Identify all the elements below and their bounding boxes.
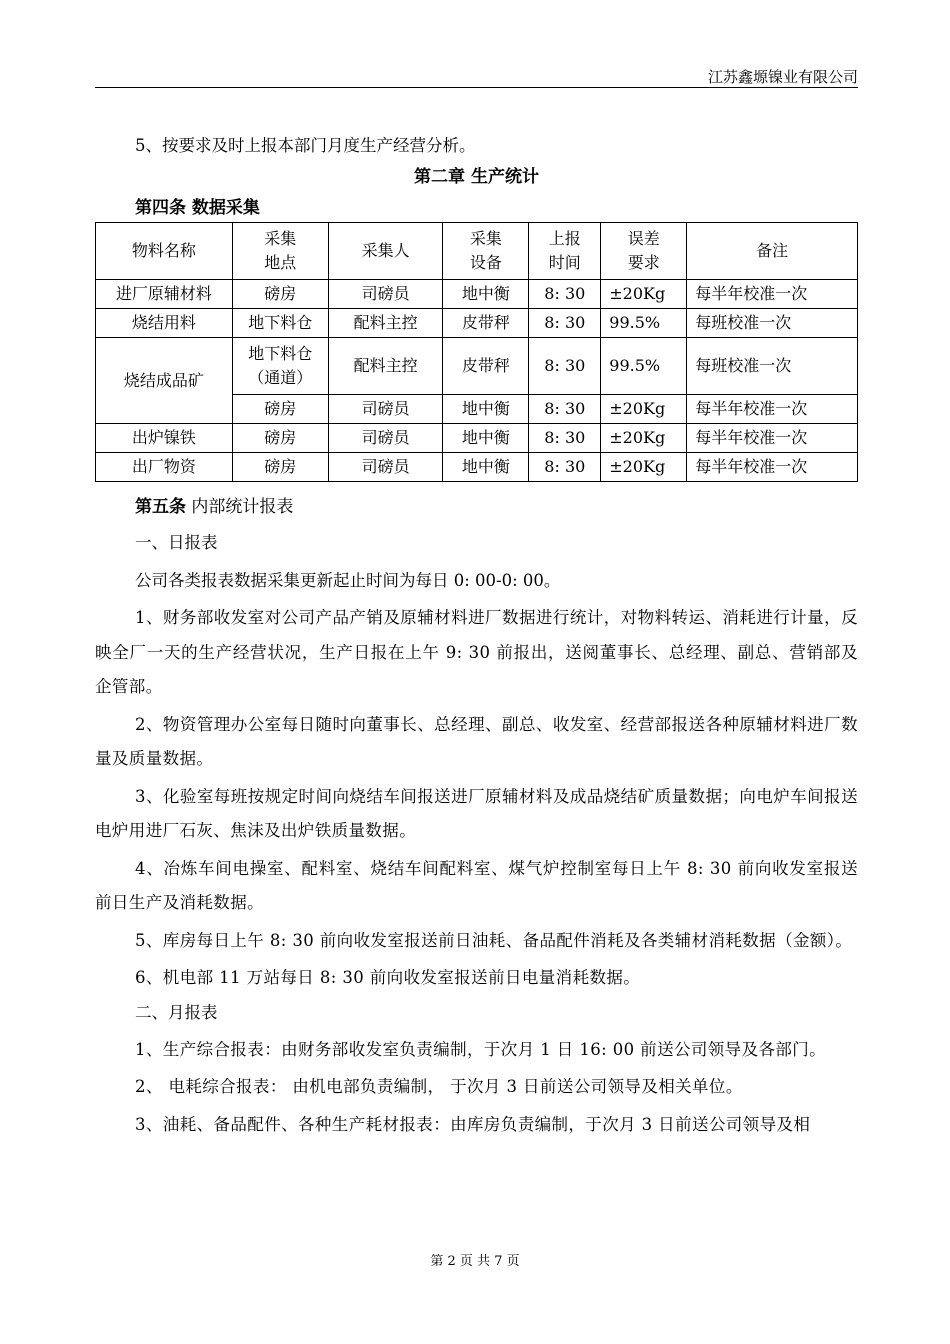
- table-row: [96, 424, 858, 453]
- table-cell-location: 磅房: [232, 280, 328, 309]
- table-cell-error: 99.5%: [601, 309, 687, 338]
- daily-report-item: 5、库房每日上午 8: 30 前向收发室报送前日油耗、备品配件消耗及各类辅材消耗数据（金额）。: [135, 930, 853, 950]
- header-text: 采集人: [361, 241, 410, 260]
- table-cell-name: 进厂原辅材料: [96, 280, 233, 309]
- table-cell-location: 磅房: [232, 453, 328, 482]
- table-cell-location: 磅房: [232, 424, 328, 453]
- table-cell-name: 烧结成品矿: [96, 338, 233, 424]
- table-cell-time: 8: 30: [529, 395, 601, 424]
- table-cell-person: 司磅员: [328, 280, 443, 309]
- header-company-name: 江苏鑫塬镍业有限公司: [707, 68, 858, 86]
- article5-title-text: 内部统计报表: [186, 497, 294, 517]
- intro-line: 5、按要求及时上报本部门月度生产经营分析。: [135, 136, 476, 155]
- article5-label: 第五条: [135, 497, 186, 517]
- table-cell-note: 每半年校准一次: [687, 453, 858, 482]
- table-header-cell: [328, 223, 443, 280]
- cell-text: （通道）: [248, 368, 313, 387]
- table-row: [96, 338, 858, 395]
- table-cell-device: 地中衡: [443, 424, 529, 453]
- table-row: [96, 309, 858, 338]
- table-header-cell: [529, 223, 601, 280]
- daily-report-item: 2、物资管理办公室每日随时向董事长、总经理、副总、收发室、经营部报送各种原辅材料进厂数量及质量数据。: [95, 714, 858, 768]
- table-cell-location: 地下料仓: [232, 309, 328, 338]
- table-cell-time: 8: 30: [529, 424, 601, 453]
- header-divider: [95, 87, 858, 88]
- table-cell-time: 8: 30: [529, 309, 601, 338]
- table-cell-error: ±20Kg: [601, 280, 687, 309]
- table-cell-person: 配料主控: [328, 309, 443, 338]
- table-cell-time: 8: 30: [529, 338, 601, 395]
- daily-items: [95, 601, 858, 996]
- table-cell-device: 皮带秤: [443, 309, 529, 338]
- daily-report-item: 3、化验室每班按规定时间向烧结车间报送进厂原辅材料及成品烧结矿质量数据；向电炉车间报送电炉用进厂石灰、焦沫及出炉铁质量数据。: [95, 786, 858, 840]
- table-cell-person: 司磅员: [328, 395, 443, 424]
- monthly-report-item: 2、 电耗综合报表： 由机电部负责编制， 于次月 3 日前送公司领导及相关单位。: [135, 1077, 743, 1096]
- header-text: 要求: [627, 253, 660, 272]
- header-text: 设备: [469, 253, 502, 272]
- header-text: 备注: [756, 241, 789, 260]
- monthly-items: [95, 1033, 858, 1143]
- table-header-cell: [232, 223, 328, 280]
- table-cell-note: 每班校准一次: [687, 309, 858, 338]
- table-header-cell: [687, 223, 858, 280]
- table-cell-person: 配料主控: [328, 338, 443, 395]
- table-cell-error: ±20Kg: [601, 424, 687, 453]
- table-cell-location: [232, 338, 328, 395]
- table-cell-name: 出厂物资: [96, 453, 233, 482]
- article4-title: 第四条 数据采集: [135, 198, 260, 218]
- cell-text: 地下料仓: [248, 344, 313, 363]
- table-cell-device: 地中衡: [443, 453, 529, 482]
- chapter-title: 第二章 生产统计: [414, 167, 539, 187]
- table-cell-time: 8: 30: [529, 280, 601, 309]
- table-cell-note: 每班校准一次: [687, 338, 858, 395]
- table-cell-note: 每半年校准一次: [687, 395, 858, 424]
- table-cell-error: ±20Kg: [601, 453, 687, 482]
- page-footer: 第 2 页 共 7 页: [430, 1254, 520, 1269]
- table-row: [96, 280, 858, 309]
- daily-heading: 一、日报表: [135, 533, 218, 552]
- table-cell-note: 每半年校准一次: [687, 424, 858, 453]
- table-cell-name: 出炉镍铁: [96, 424, 233, 453]
- header-text: 误差: [627, 229, 660, 248]
- table-header-cell: [601, 223, 687, 280]
- header-text: 地点: [264, 253, 297, 272]
- table-cell-note: 每半年校准一次: [687, 280, 858, 309]
- header-text: 时间: [548, 253, 581, 272]
- table-cell-name: 烧结用料: [96, 309, 233, 338]
- table-cell-person: 司磅员: [328, 453, 443, 482]
- table-cell-device: 地中衡: [443, 280, 529, 309]
- article5-title: [95, 492, 858, 522]
- daily-report-item: 4、冶炼车间电操室、配料室、烧结车间配料室、煤气炉控制室每日上午 8: 30 前向收发室报送前日生产及消耗数据。: [95, 858, 858, 912]
- document-body: [95, 128, 858, 1142]
- daily-report-item: 1、财务部收发室对公司产品产销及原辅材料进厂数据进行统计，对物料转运、消耗进行计量，反映全厂一天的生产经营状况，生产日报在上午 9: 30 前报出，送阅董事长、总经理、副总、营销部及企管部。: [95, 608, 858, 696]
- monthly-report-item: 3、油耗、备品配件、各种生产耗材报表：由库房负责编制，于次月 3 日前送公司领导及相: [135, 1114, 811, 1134]
- table-cell-device: 皮带秤: [443, 338, 529, 395]
- table-cell-person: 司磅员: [328, 424, 443, 453]
- table-cell-location: 磅房: [232, 395, 328, 424]
- header-text: 上报: [548, 229, 581, 248]
- table-cell-device: 地中衡: [443, 395, 529, 424]
- monthly-heading: 二、月报表: [135, 1002, 218, 1022]
- table-cell-error: ±20Kg: [601, 395, 687, 424]
- table-cell-time: 8: 30: [529, 453, 601, 482]
- table-cell-error: 99.5%: [601, 338, 687, 395]
- table-row: [96, 453, 858, 482]
- table-header-cell: [443, 223, 529, 280]
- header-text: 采集: [469, 229, 502, 248]
- header-text: 物料名称: [131, 241, 196, 260]
- data-collection-table: [95, 222, 858, 482]
- table-header-cell: [96, 223, 233, 280]
- daily-intro: 公司各类报表数据采集更新起止时间为每日 0: 00-0: 00。: [135, 571, 561, 590]
- table-header-row: [96, 223, 858, 280]
- daily-report-item: 6、机电部 11 万站每日 8: 30 前向收发室报送前日电量消耗数据。: [135, 968, 641, 987]
- monthly-report-item: 1、生产综合报表：由财务部收发室负责编制，于次月 1 日 16: 00 前送公司领导及各部门。: [135, 1039, 827, 1059]
- header-text: 采集: [264, 229, 297, 248]
